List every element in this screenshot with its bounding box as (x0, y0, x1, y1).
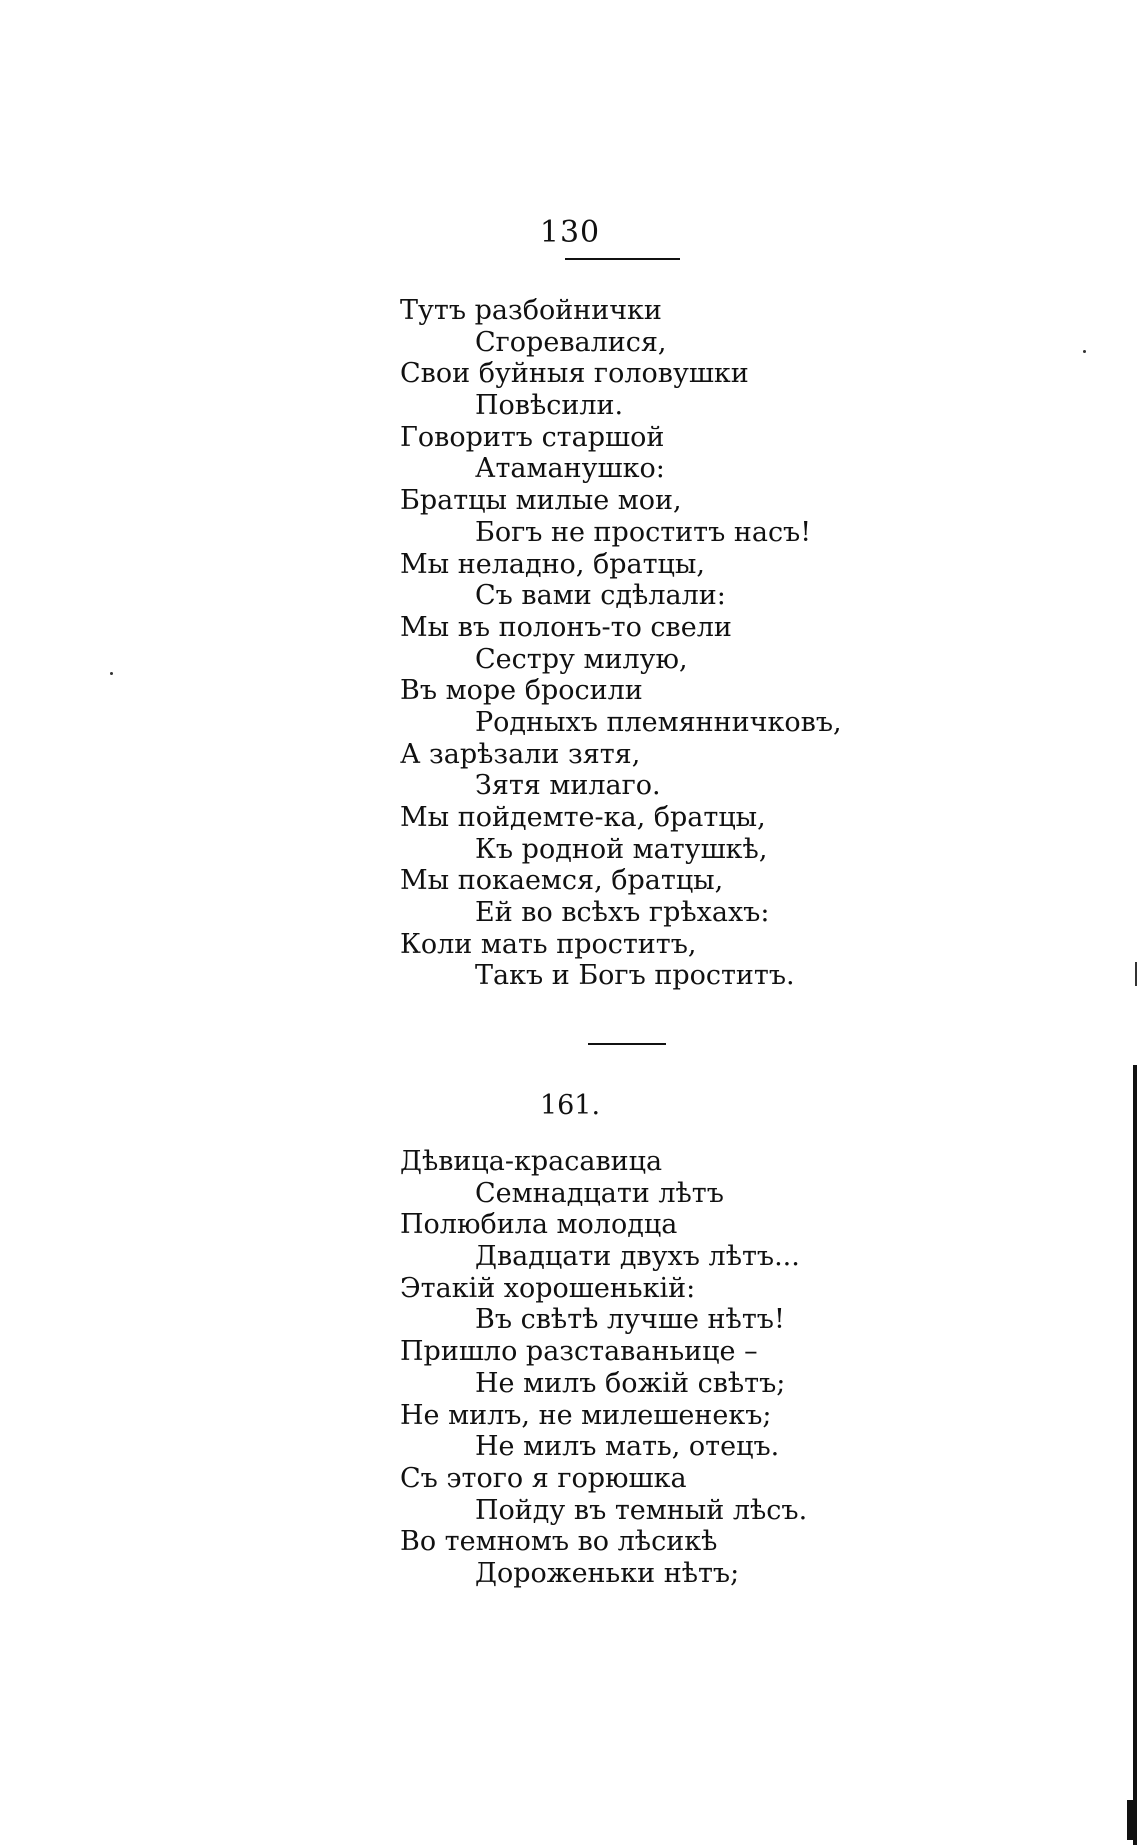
poem-line: Говоритъ старшой (400, 421, 665, 453)
page-number: 130 (539, 215, 601, 250)
poem-line: Не милъ, не милешенекъ; (400, 1399, 772, 1431)
poem-line: Въ море бросили (400, 675, 643, 707)
poem-line: Пойду въ темный лѣсъ. (475, 1494, 808, 1526)
poem-161 (400, 1146, 1100, 1590)
poem-line: Сестру милую, (475, 643, 688, 675)
poem-line: Не милъ божій свѣтъ; (475, 1367, 786, 1399)
section-number: 161. (539, 1090, 601, 1121)
poem-line: Мы покаемся, братцы, (400, 865, 724, 897)
poem-line: Пришло разставаньице – (400, 1336, 758, 1368)
poem-line: Дороженьки нѣтъ; (475, 1557, 740, 1589)
scan-speck (110, 672, 113, 675)
poem-line: Такъ и Богъ проститъ. (475, 960, 795, 992)
poem-line: Съ вами сдѣлали: (475, 580, 726, 612)
poem-line: Въ свѣтѣ лучше нѣтъ! (475, 1304, 785, 1336)
poem-line: Ей во всѣхъ грѣхахъ: (475, 897, 770, 929)
poem-line: Мы пойдемте-ка, братцы, (400, 802, 766, 833)
poem-line: Мы въ полонъ-то свели (400, 611, 732, 643)
poem-line: Богъ не проститъ насъ! (475, 516, 812, 548)
page-number-underline (565, 258, 680, 260)
scan-edge-mark (1127, 1800, 1136, 1840)
poem-line: Атаманушко: (475, 453, 665, 485)
poem-line: Тутъ разбойнички (400, 295, 662, 326)
poem-line: Братцы милые мои, (400, 485, 682, 517)
poem-line: Зятя милаго. (475, 770, 661, 802)
poem-line: Полюбила молодца (400, 1209, 678, 1241)
poem-line: Семнадцати лѣтъ (475, 1177, 724, 1209)
poem-line: Съ этого я горюшка (400, 1462, 687, 1494)
poem-line: Во темномъ во лѣсикѣ (400, 1526, 718, 1558)
poem-line: Дѣвица-красавица (400, 1146, 663, 1177)
scan-speck (1083, 350, 1086, 353)
poem-line: Повѣсили. (475, 390, 624, 422)
poem-line: Свои буйныя головушки (400, 358, 749, 390)
poem-line: А зарѣзали зятя, (400, 738, 641, 770)
poem-line: Коли мать проститъ, (400, 928, 697, 960)
poem-line: Двадцати двухъ лѣтъ... (475, 1241, 800, 1273)
poem-line: Сгоревалися, (475, 326, 667, 358)
poem-line: Не милъ мать, отецъ. (475, 1431, 780, 1463)
poem-line: Мы неладно, братцы, (400, 548, 705, 580)
poem-line: Родныхъ племянничковъ, (475, 706, 842, 738)
scan-edge-mark (1133, 1065, 1137, 1845)
poem-line: Къ родной матушкѣ, (475, 833, 768, 865)
scan-speck (1135, 962, 1137, 986)
poem-continued (400, 295, 1100, 992)
poem-line: Этакій хорошенькій: (400, 1272, 696, 1304)
section-divider (588, 1043, 666, 1045)
